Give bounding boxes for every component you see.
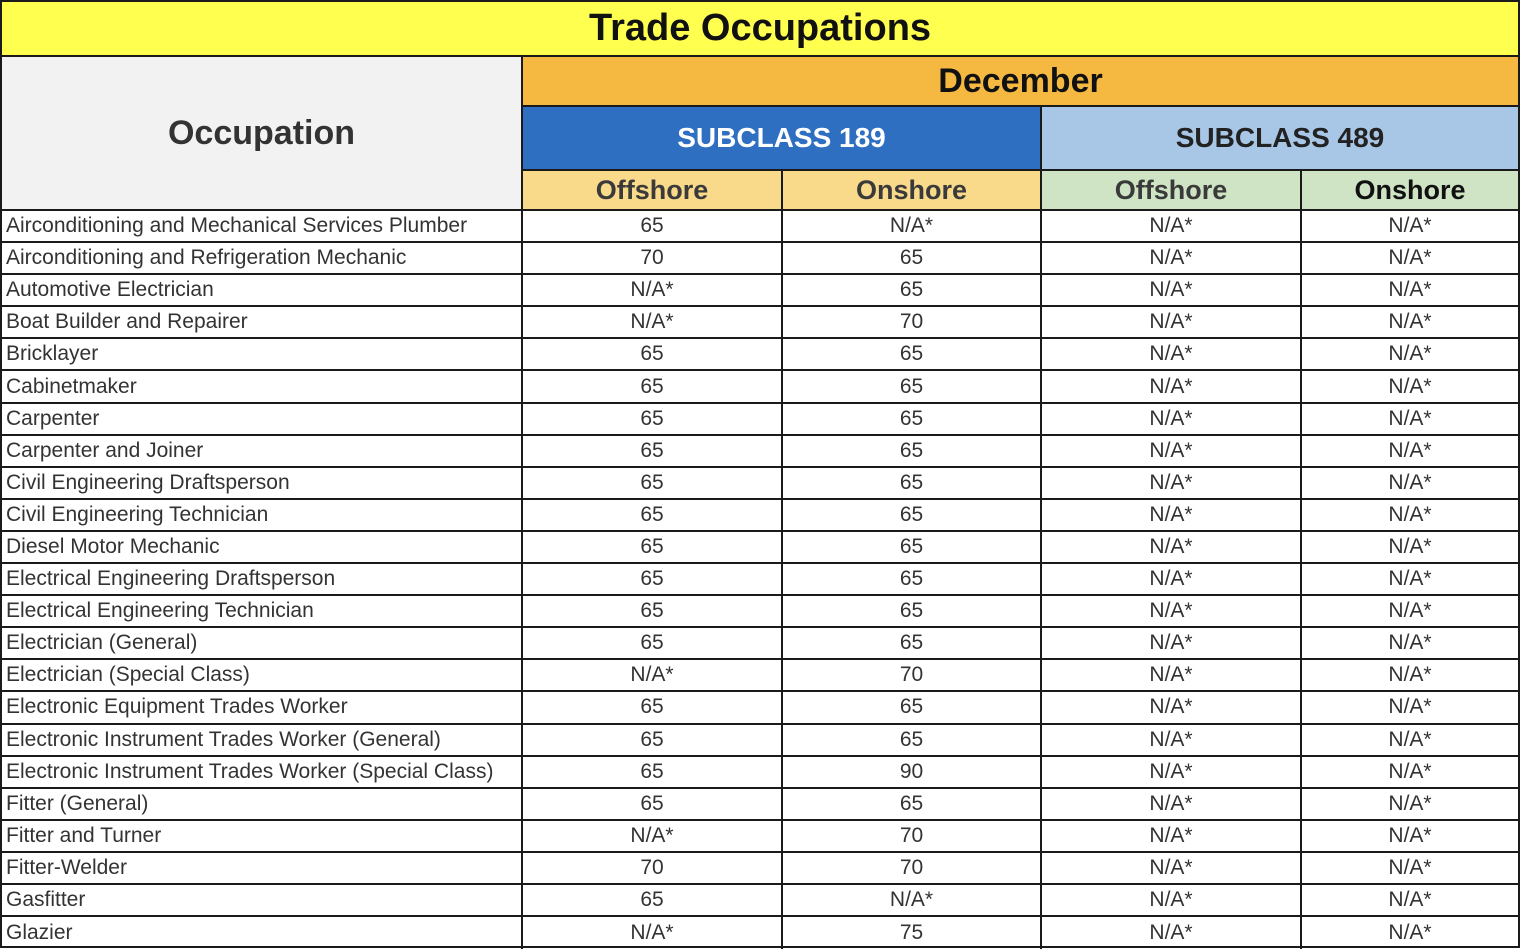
sc489-onshore-cell: N/A* [1388,246,1432,270]
sc189-offshore-cell: N/A* [523,917,783,949]
sc489-onshore-cell: N/A* [1388,438,1432,462]
table-row [2,307,1518,339]
sc189-offshore-cell: 65 [523,757,783,787]
sc489-offshore-cell: N/A* [1042,692,1302,722]
sc489-onshore-cell: N/A* [1388,374,1432,398]
sc489-onshore-header: Onshore [1302,171,1518,211]
sc489-offshore-cell: N/A* [1042,757,1302,787]
table-row [2,885,1518,917]
occupation-column-header: Occupation [2,57,523,211]
sc189-offshore-cell: 65 [523,789,783,819]
sc489-offshore-cell: N/A* [1042,500,1302,530]
sc489-offshore-cell: N/A* [1042,468,1302,498]
occupation-cell: Fitter and Turner [2,821,523,851]
sc189-onshore-cell: 70 [783,821,1042,851]
sc189-offshore-cell: N/A* [523,821,783,851]
occupation-cell: Automotive Electrician [2,275,523,305]
sc489-offshore-cell: N/A* [1042,821,1302,851]
occupation-cell: Electrical Engineering Draftsperson [2,564,523,594]
sc189-onshore-cell: 75 [783,917,1042,949]
table-row [2,436,1518,468]
sc189-offshore-cell: 65 [523,404,783,434]
sc189-onshore-header: Onshore [783,171,1042,211]
table-row [2,789,1518,821]
table-row [2,211,1518,243]
sc489-offshore-cell: N/A* [1042,371,1302,401]
sc189-onshore-cell: 65 [783,275,1042,305]
occupation-cell: Bricklayer [2,339,523,369]
occupation-cell: Boat Builder and Repairer [2,307,523,337]
occupation-cell: Civil Engineering Draftsperson [2,468,523,498]
sc489-offshore-cell: N/A* [1042,211,1302,241]
sc489-offshore-cell: N/A* [1042,339,1302,369]
sc489-onshore-cell: N/A* [1388,502,1432,526]
sc189-onshore-cell: 65 [783,596,1042,626]
sc189-onshore-cell: 65 [783,789,1042,819]
sc189-offshore-cell: 65 [523,436,783,466]
occupation-cell: Civil Engineering Technician [2,500,523,530]
occupation-cell: Airconditioning and Refrigeration Mechanic [2,243,523,273]
occupation-cell: Glazier [2,917,523,949]
table-row [2,532,1518,564]
occupation-cell: Carpenter [2,404,523,434]
sc189-onshore-cell: 65 [783,628,1042,658]
sc489-onshore-cell: N/A* [1388,921,1432,945]
sc489-onshore-cell: N/A* [1388,470,1432,494]
sc489-onshore-cell: N/A* [1388,342,1432,366]
sc489-onshore-cell: N/A* [1388,406,1432,430]
table-row [2,692,1518,724]
occupation-cell: Diesel Motor Mechanic [2,532,523,562]
table-row [2,821,1518,853]
sc489-onshore-cell: N/A* [1388,567,1432,591]
occupation-cell: Carpenter and Joiner [2,436,523,466]
month-header: December [523,57,1518,107]
subclass-489-header: SUBCLASS 489 [1042,107,1518,171]
sc189-onshore-cell: 65 [783,339,1042,369]
sc189-onshore-cell: 65 [783,564,1042,594]
sc189-offshore-cell: 65 [523,532,783,562]
sc189-offshore-cell: N/A* [523,275,783,305]
sc489-onshore-cell: N/A* [1388,823,1432,847]
table-row [2,660,1518,692]
occupation-cell: Electrician (Special Class) [2,660,523,690]
sc489-onshore-cell: N/A* [1388,727,1432,751]
occupation-cell: Electronic Equipment Trades Worker [2,692,523,722]
sc189-offshore-cell: 70 [523,853,783,883]
sc489-offshore-cell: N/A* [1042,275,1302,305]
sc189-offshore-cell: N/A* [523,307,783,337]
sc189-onshore-cell: N/A* [783,211,1042,241]
occupation-cell: Airconditioning and Mechanical Services Plumber [2,211,523,241]
sc189-offshore-cell: 65 [523,371,783,401]
sc189-onshore-cell: 65 [783,404,1042,434]
sc489-onshore-cell: N/A* [1388,855,1432,879]
table-body [2,211,1518,949]
sc189-offshore-cell: N/A* [523,660,783,690]
sc189-onshore-cell: 65 [783,692,1042,722]
sc189-onshore-cell: 65 [783,500,1042,530]
sc189-offshore-cell: 65 [523,628,783,658]
sc489-offshore-cell: N/A* [1042,243,1302,273]
sc489-offshore-cell: N/A* [1042,789,1302,819]
occupation-cell: Cabinetmaker [2,371,523,401]
sc489-offshore-cell: N/A* [1042,628,1302,658]
sc189-offshore-cell: 65 [523,885,783,915]
sc189-onshore-cell: 70 [783,853,1042,883]
occupation-cell: Fitter (General) [2,789,523,819]
table-row [2,371,1518,403]
sc489-onshore-cell: N/A* [1388,310,1432,334]
table-row [2,596,1518,628]
sc189-offshore-cell: 70 [523,243,783,273]
sc189-onshore-cell: 65 [783,371,1042,401]
sc189-onshore-cell: 65 [783,725,1042,755]
sc489-offshore-cell: N/A* [1042,725,1302,755]
table-row [2,339,1518,371]
sc489-onshore-cell: N/A* [1388,663,1432,687]
occupation-cell: Electrician (General) [2,628,523,658]
table-row [2,404,1518,436]
sc189-offshore-cell: 65 [523,596,783,626]
sc489-onshore-cell: N/A* [1388,695,1432,719]
sc189-onshore-cell: 65 [783,532,1042,562]
sc189-offshore-header: Offshore [523,171,783,211]
sc489-onshore-cell: N/A* [1388,534,1432,558]
subclass-189-header: SUBCLASS 189 [523,107,1042,171]
occupation-cell: Gasfitter [2,885,523,915]
sc489-offshore-cell: N/A* [1042,596,1302,626]
sc489-offshore-cell: N/A* [1042,404,1302,434]
sc489-onshore-cell: N/A* [1388,888,1432,912]
sc189-offshore-cell: 65 [523,725,783,755]
sc489-offshore-cell: N/A* [1042,564,1302,594]
sc489-offshore-cell: N/A* [1042,307,1302,337]
sc189-offshore-cell: 65 [523,339,783,369]
sc189-offshore-cell: 65 [523,211,783,241]
table-row [2,243,1518,275]
sc189-onshore-cell: 65 [783,468,1042,498]
sc189-onshore-cell: 90 [783,757,1042,787]
table-row [2,500,1518,532]
table-row [2,917,1518,949]
sc189-onshore-cell: 70 [783,660,1042,690]
sc189-onshore-cell: 65 [783,436,1042,466]
table-row [2,853,1518,885]
occupation-cell: Electronic Instrument Trades Worker (General) [2,725,523,755]
sc489-onshore-cell: N/A* [1388,599,1432,623]
sc189-offshore-cell: 65 [523,692,783,722]
occupation-cell: Electronic Instrument Trades Worker (Special Class) [2,757,523,787]
sc189-onshore-cell: 70 [783,307,1042,337]
sc489-onshore-cell: N/A* [1388,214,1432,238]
sc489-offshore-cell: N/A* [1042,853,1302,883]
table-row [2,725,1518,757]
sc189-onshore-cell: N/A* [783,885,1042,915]
sc489-onshore-cell: N/A* [1388,631,1432,655]
sc189-offshore-cell: 65 [523,564,783,594]
sc489-onshore-cell: N/A* [1388,759,1432,783]
sc489-onshore-cell: N/A* [1388,278,1432,302]
sc489-offshore-cell: N/A* [1042,436,1302,466]
sc489-onshore-cell: N/A* [1388,791,1432,815]
table-row [2,275,1518,307]
table-row [2,628,1518,660]
sc489-offshore-cell: N/A* [1042,660,1302,690]
sc489-offshore-cell: N/A* [1042,917,1302,949]
sc189-offshore-cell: 65 [523,500,783,530]
sc489-offshore-header: Offshore [1042,171,1302,211]
table-row [2,468,1518,500]
table-title: Trade Occupations [2,2,1518,57]
sc189-onshore-cell: 65 [783,243,1042,273]
table-row [2,757,1518,789]
sc489-offshore-cell: N/A* [1042,532,1302,562]
occupation-cell: Fitter-Welder [2,853,523,883]
sc189-offshore-cell: 65 [523,468,783,498]
occupation-cell: Electrical Engineering Technician [2,596,523,626]
sc489-offshore-cell: N/A* [1042,885,1302,915]
table-row [2,564,1518,596]
